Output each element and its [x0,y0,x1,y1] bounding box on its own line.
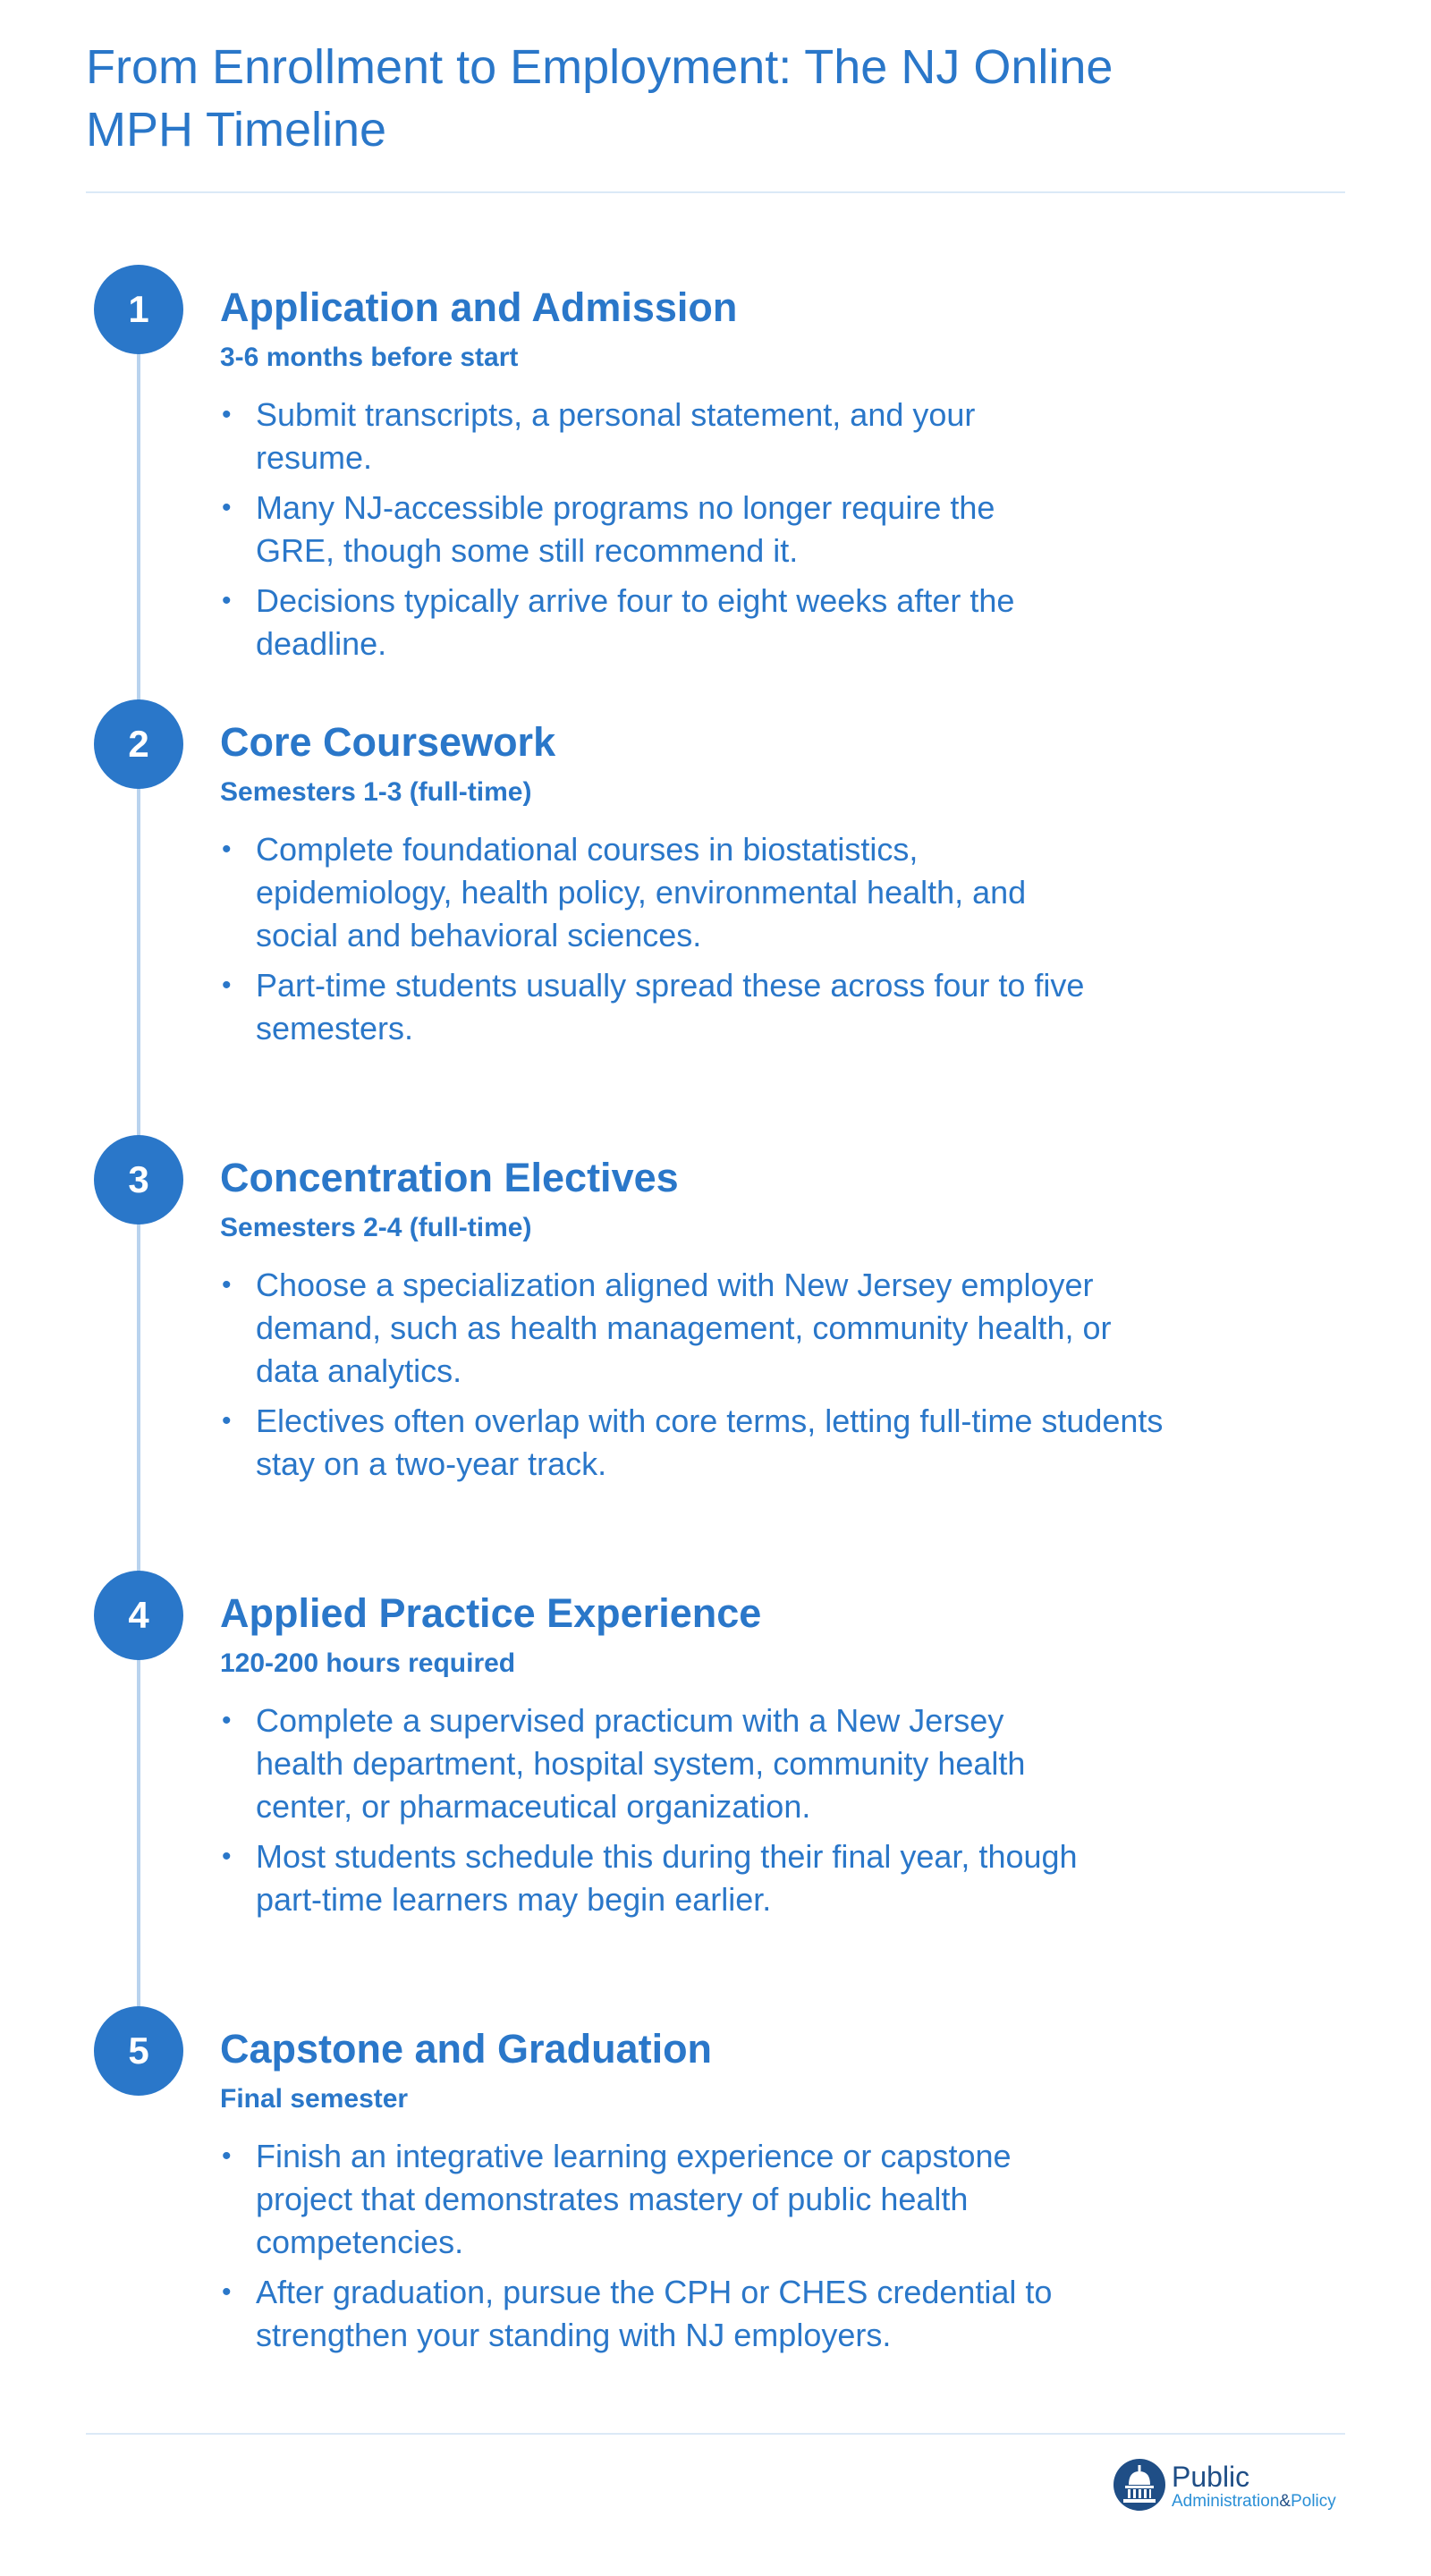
bullet-text: After graduation, pursue the CPH or CHES credential to strengthen your standing with NJ employers. [256,2274,1053,2353]
step-bullet-list [220,2135,1114,2364]
bullet-dot-icon: • [222,1842,232,1871]
step-number-badge: 2 [94,699,183,789]
step-subtitle: Final semester [220,2084,409,2114]
bullet-dot-icon: • [222,400,232,429]
bullet-dot-icon: • [222,970,232,1000]
bullet-text: Decisions typically arrive four to eight weeks after the deadline. [256,582,1015,662]
step-title: Applied Practice Experience [220,1590,762,1636]
bullet-text: Choose a specialization aligned with New Jersey employer demand, such as health management, community health, or data analytics. [256,1267,1112,1389]
bullet-dot-icon: • [222,2277,232,2307]
brand-logo [1113,2458,1354,2515]
bullet-dot-icon: • [222,1406,232,1436]
logo-word-administration: Administration [1172,2492,1280,2511]
step-subtitle: Semesters 2-4 (full-time) [220,1213,532,1242]
step-bullet-list [220,394,1025,673]
bullet-text: Part-time students usually spread these across four to five semesters. [256,967,1085,1046]
bullet-dot-icon: • [222,835,232,864]
footer-divider [86,2433,1345,2435]
bullet-text: Submit transcripts, a personal statement, and your resume. [256,396,976,476]
step-subtitle: 3-6 months before start [220,343,519,372]
bullet-dot-icon: • [222,1270,232,1300]
bullet-text: Complete foundational courses in biostatistics, epidemiology, health policy, environmental health, and social and behavioral sciences. [256,831,1027,953]
logo-wordmark-public: Public [1172,2461,1250,2493]
bullet-item [220,964,1097,1050]
bullet-item [220,828,1097,957]
bullet-text: Electives often overlap with core terms, letting full-time students stay on a two-year track. [256,1402,1164,1482]
step-title: Capstone and Graduation [220,2026,713,2072]
bullet-item [220,394,1025,479]
step-subtitle: 120-200 hours required [220,1648,516,1678]
step-title: Concentration Electives [220,1155,679,1200]
step-title: Application and Admission [220,284,738,330]
step-number-badge: 1 [94,265,183,354]
step-number-badge: 4 [94,1571,183,1660]
bullet-text: Complete a supervised practicum with a New Jersey health department, hospital system, community health center, or pharmaceutical organization. [256,1702,1026,1825]
bullet-item [220,2271,1114,2357]
step-number-badge: 3 [94,1135,183,1224]
bullet-item [220,1400,1168,1486]
step-subtitle: Semesters 1-3 (full-time) [220,777,532,807]
bullet-dot-icon: • [222,2141,232,2171]
logo-word-ampersand: & [1279,2492,1291,2511]
bullet-item [220,580,1025,665]
logo-wordmark-subline [1172,2492,1336,2512]
header-divider [86,191,1345,193]
step-number-badge: 5 [94,2006,183,2096]
step-bullet-list [220,1264,1168,1493]
capitol-dome-icon [1113,2458,1166,2512]
bullet-dot-icon: • [222,586,232,615]
bullet-dot-icon: • [222,493,232,522]
page-title: From Enrollment to Employment: The NJ Online MPH Timeline [86,40,1113,157]
step-bullet-list [220,1699,1097,1928]
bullet-item [220,1264,1168,1393]
bullet-item [220,487,1025,572]
bullet-item [220,1699,1097,1828]
bullet-text: Most students schedule this during their final year, though part-time learners may begin earlier. [256,1838,1078,1918]
step-bullet-list [220,828,1097,1057]
bullet-text: Many NJ-accessible programs no longer require the GRE, though some still recommend it. [256,489,995,569]
step-title: Core Coursework [220,719,556,765]
bullet-dot-icon: • [222,1706,232,1735]
bullet-item [220,2135,1114,2264]
bullet-item [220,1835,1097,1921]
logo-word-policy: Policy [1291,2492,1336,2511]
bullet-text: Finish an integrative learning experience or capstone project that demonstrates mastery of public health competencies. [256,2138,1012,2260]
